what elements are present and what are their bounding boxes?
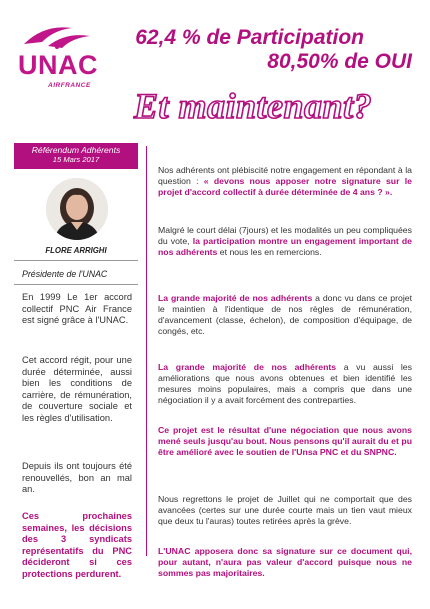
text-run: Nos adhérents ont plébiscité notre engagement en répondant à la question : (158, 165, 412, 187)
headline-oui: 80,50% de OUI (267, 50, 412, 73)
body-paragraph (158, 225, 412, 258)
text-highlight: « devons nous apposer notre signature sur le projet d'accord collectif à durée déterminée de 4 ans ? ». (158, 176, 412, 198)
body-paragraph: Nous regrettons le projet de Juillet qui ne comportait que des avancées (certes sur une durée courte mais un tien vaut mieux que deux tu l'auras) toutes retirées après la grève. (158, 494, 412, 527)
body-paragraph (158, 293, 412, 337)
sidebar-paragraph: En 1999 Le 1er accord collectif PNC Air France est signé grâce à l'UNAC. (22, 292, 132, 326)
person-role: Présidente de l'UNAC (22, 269, 108, 279)
text-run: Malgré le court délai (7jours) et les modalités un peu compliquées du vote, (158, 225, 412, 247)
avatar (46, 178, 108, 240)
sidebar-highlight-paragraph: Ces prochaines semaines, les décisions des 3 syndicats représentatifs du PNC décideront si ces protections perdurent. (22, 511, 132, 579)
logo-text: UNAC (18, 50, 98, 80)
text-highlight: La grande majorité de nos adhérents (158, 293, 313, 303)
divider (14, 284, 138, 285)
body-highlight-paragraph: L'UNAC apposera donc sa signature sur ce document qui, pour autant, n'aura pas valeur d'accord puisque nous ne sommes pas majoritaires. (158, 546, 412, 579)
sidebar-paragraph: Cet accord régit, pour une durée déterminée, aussi bien les conditions de carrière, de rémunération, de couverture sociale et les règles d'utilisation. (22, 355, 132, 423)
text-run: a vu aussi les améliorations que nous avons obtenues et bien identifié les mesures moins populaires, mais a compris que dans une négociation il y a avait forcément des contreparties. (158, 362, 412, 406)
unac-logo (14, 22, 100, 94)
text-highlight: la participation montre un engagement important de nos adhérents (158, 236, 413, 258)
text-highlight: La grande majorité de nos adhérents (158, 362, 337, 372)
referendum-date: 15 Mars 2017 (52, 155, 100, 164)
body-paragraph (158, 165, 412, 198)
headline-participation: 62,4 % de Participation (135, 26, 364, 49)
text-run: a donc vu dans ce projet le maintien à l'identique de nos règles de rémunération, d'avancement (classe, échelon), de composition d'équipage, de congés, etc. (158, 293, 412, 337)
body-highlight-paragraph: Ce projet est le résultat d'une négociation que nous avons mené seuls jusqu'au bout. Nous pensons qu'il aurait du et pu être amélioré avec le soutien de l'Unsa PNC et du SNPNC. (158, 425, 412, 458)
column-divider (146, 146, 147, 556)
logo-subtext: AIRFRANCE (48, 82, 91, 89)
body-paragraph (158, 362, 412, 406)
sidebar-paragraph: Depuis ils ont toujours été renouvellés, bon an mal an. (22, 461, 132, 495)
portrait-icon (46, 178, 108, 240)
referendum-banner (14, 143, 138, 169)
text-run: et nous les en remercions. (217, 247, 322, 258)
divider (14, 260, 138, 261)
referendum-title: Référendum Adhérents (31, 145, 121, 155)
page-title: Et maintenant? (134, 86, 373, 126)
person-name: FLORE ARRIGHI (45, 246, 107, 255)
